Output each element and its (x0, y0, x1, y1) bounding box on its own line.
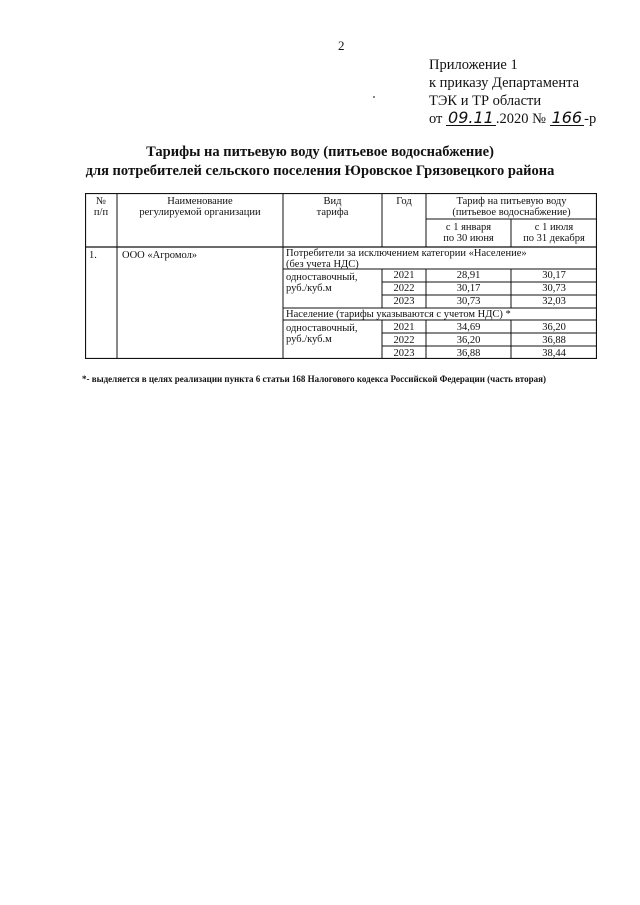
document-title (0, 143, 640, 181)
header-tariff-line2: (питьевое водоснабжение) (452, 207, 571, 218)
appendix-order-ref: к приказу Департамента (429, 75, 580, 91)
table-cell-year: 2022 (393, 283, 415, 294)
date-year: .2020 № (495, 111, 546, 127)
appendix-block (429, 56, 596, 128)
table-cell-h1: 30,17 (456, 283, 481, 294)
header-tariff-line1: Тариф на питьевую воду (456, 196, 567, 207)
order-suffix: -р (584, 111, 597, 127)
header-year: Год (396, 196, 412, 207)
header-org-line2: регулируемой организации (139, 207, 261, 218)
header-num (85, 196, 117, 218)
table-cell-year: 2021 (393, 270, 415, 281)
tariff-type-2 (286, 323, 358, 345)
footnote: *- выделяется в целях реализации пункта 6 статьи 168 Налогового кодекса Российской Федерации (часть вторая) (82, 374, 546, 384)
header-half2-line2: по 31 декабря (523, 233, 585, 244)
header-num-line2: п/п (93, 207, 109, 218)
tariff-type-2-line2: руб./куб.м (286, 334, 332, 345)
row-number: 1. (89, 250, 97, 261)
appendix-date-line (429, 110, 596, 128)
scan-speck (373, 96, 375, 98)
table-cell-h2: 36,20 (542, 322, 566, 333)
table-cell-year: 2023 (393, 296, 415, 307)
table-cell-h2: 32,03 (542, 296, 566, 307)
header-half1 (426, 222, 511, 244)
table-cell-h2: 38,44 (542, 348, 566, 359)
tariff-type-2-line1: одноставочный, (286, 323, 358, 334)
table-cell-year: 2023 (393, 348, 415, 359)
header-org-line1: Наименование (167, 196, 233, 207)
header-type-line2: тарифа (316, 207, 349, 218)
table-cell-h1: 30,73 (456, 296, 481, 307)
section1-line1: Потребители за исключением категории «Население» (286, 248, 527, 259)
table-cell-h1: 36,20 (456, 335, 481, 346)
page-number: 2 (338, 38, 345, 53)
table-cell-h2: 30,73 (542, 283, 566, 294)
table-cell-h2: 30,17 (542, 270, 566, 281)
title-line-1: Тарифы на питьевую воду (питьевое водоснабжение) (146, 144, 494, 160)
header-type (283, 196, 382, 218)
header-half2 (511, 222, 597, 244)
order-number: 166 (551, 108, 583, 127)
organization-name: ООО «Агромол» (122, 250, 198, 261)
date-day-month: 09.11 (448, 108, 494, 127)
tariff-type-1-line1: одноставочный, (286, 272, 358, 283)
header-num-line1: № (95, 196, 107, 207)
header-org (117, 196, 283, 218)
header-half1-line1: с 1 января (445, 222, 492, 233)
table-cell-year: 2021 (393, 322, 415, 333)
tariff-table (85, 193, 597, 359)
section-population: Население (тарифы указываются с учетом НДС) * (286, 309, 511, 320)
table-cell-h1: 36,88 (456, 348, 481, 359)
tariff-type-1-line2: руб./куб.м (286, 283, 332, 294)
header-type-line1: Вид (323, 196, 342, 207)
tariff-type-1 (286, 272, 358, 294)
date-prefix: от (429, 111, 443, 127)
header-half1-line2: по 30 июня (443, 233, 494, 244)
header-tariff (426, 196, 597, 218)
section1-line2: (без учета НДС) (286, 259, 359, 270)
header-half2-line1: с 1 июля (534, 222, 574, 233)
table-cell-year: 2022 (393, 335, 415, 346)
appendix-department: ТЭК и ТР области (429, 93, 542, 109)
table-cell-h1: 28,91 (456, 270, 481, 281)
appendix-title: Приложение 1 (429, 57, 518, 73)
section-non-population (286, 248, 527, 270)
title-line-2: для потребителей сельского поселения Юровское Грязовецкого района (85, 163, 555, 179)
table-cell-h2: 36,88 (542, 335, 566, 346)
table-cell-h1: 34,69 (456, 322, 481, 333)
